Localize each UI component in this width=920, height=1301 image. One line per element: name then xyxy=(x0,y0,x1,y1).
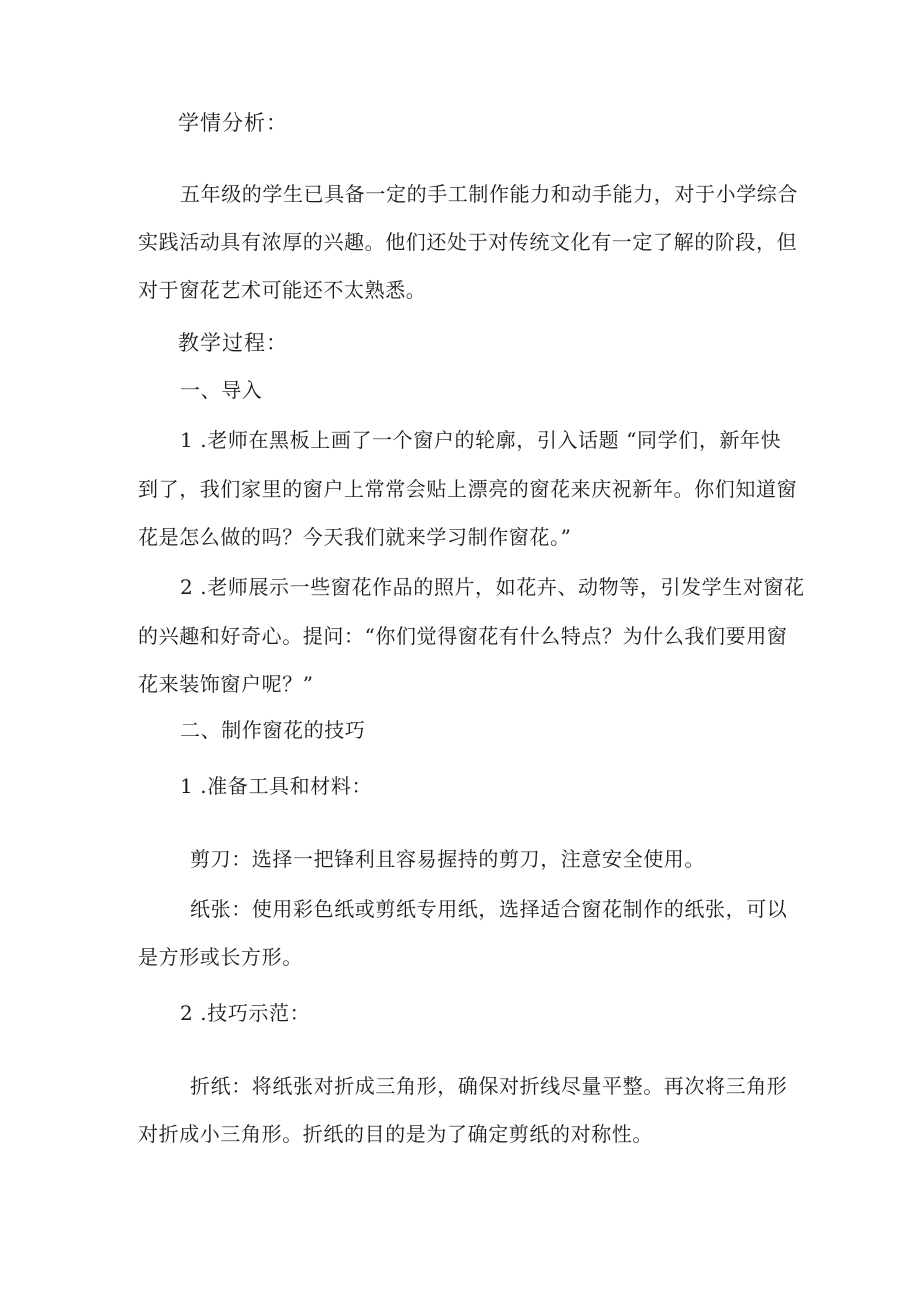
analysis-paragraph-line-1: 五年级的学生已具备一定的手工制作能力和动手能力，对于小学综合 xyxy=(180,182,798,206)
part2-title: 二、制作窗花的技巧 xyxy=(180,718,366,742)
fold-line-2: 对折成小三角形。折纸的目的是为了确定剪纸的对称性。 xyxy=(138,1122,653,1146)
paper-line-2: 是方形或长方形。 xyxy=(138,945,303,969)
p2-line-3: 花来装饰窗户呢？” xyxy=(138,672,314,696)
p2-line-1: 2 .老师展示一些窗花作品的照片，如花卉、动物等，引发学生对窗花 xyxy=(180,575,805,599)
part1-title: 一、导入 xyxy=(180,378,263,402)
analysis-paragraph-line-2: 实践活动具有浓厚的兴趣。他们还处于对传统文化有一定了解的阶段，但 xyxy=(138,230,798,254)
step2-title: 2 .技巧示范： xyxy=(180,1001,311,1025)
fold-line-1: 折纸：将纸张对折成三角形，确保对折线尽量平整。再次将三角形 xyxy=(190,1074,788,1098)
process-heading: 教学过程： xyxy=(178,331,288,355)
p1-line-2: 到了，我们家里的窗户上常常会贴上漂亮的窗花来庆祝新年。你们知道窗 xyxy=(138,477,798,501)
scissors-line: 剪刀：选择一把锋利且容易握持的剪刀，注意安全使用。 xyxy=(190,847,705,871)
p1-line-3: 花是怎么做的吗？今天我们就来学习制作窗花。” xyxy=(138,525,572,549)
step1-title: 1 .准备工具和材料： xyxy=(180,774,373,798)
p1-line-1: 1 .老师在黑板上画了一个窗户的轮廓，引入话题 “同学们，新年快 xyxy=(180,428,782,452)
paper-line-1: 纸张：使用彩色纸或剪纸专用纸，选择适合窗花制作的纸张，可以 xyxy=(190,897,788,921)
p2-line-2: 的兴趣和好奇心。提问：“你们觉得窗花有什么特点？为什么我们要用窗 xyxy=(138,624,788,648)
analysis-paragraph-line-3: 对于窗花艺术可能还不太熟悉。 xyxy=(138,278,427,302)
analysis-heading: 学情分析： xyxy=(178,111,288,135)
